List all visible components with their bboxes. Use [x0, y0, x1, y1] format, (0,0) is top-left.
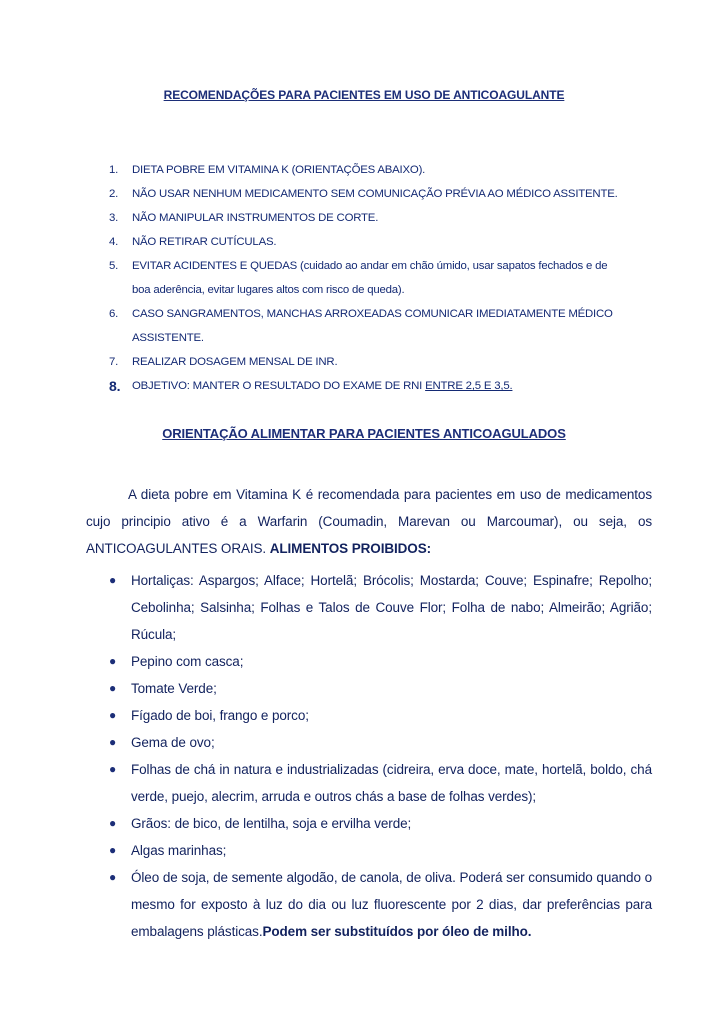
list-text: Algas marinhas; — [131, 843, 227, 858]
list-item — [104, 350, 664, 374]
list-item — [104, 254, 664, 302]
objective-target-range: ENTRE 2,5 E 3,5. — [425, 380, 513, 392]
list-text: NÃO USAR NENHUM MEDICAMENTO SEM COMUNICAÇÃO PRÉVIA AO MÉDICO ASSITENTE. — [132, 188, 618, 200]
list-number: 1. — [109, 164, 119, 176]
list-number: 4. — [109, 236, 119, 248]
list-item — [104, 206, 664, 230]
bullet-icon: ● — [109, 762, 117, 776]
list-text: EVITAR ACIDENTES E QUEDAS (cuidado ao andar em chão úmido, usar sapatos fechados e de — [132, 260, 608, 272]
bullet-icon: ● — [109, 708, 117, 722]
list-item — [92, 567, 652, 648]
bullet-icon: ● — [109, 735, 117, 749]
list-text: Tomate Verde; — [131, 681, 217, 696]
list-number: 6. — [109, 308, 119, 320]
list-text: Hortaliças: Aspargos; Alface; Hortelã; Brócolis; Mostarda; Couve; Espinafre; Repolho; Cebolinha; Salsinha; Folhas e Talos de Couve Flor; Folha de nabo; Almeirão; Agrião; Rúcula; — [131, 573, 652, 642]
list-item — [92, 864, 652, 945]
list-number: 2. — [109, 188, 119, 200]
list-text: Pepino com casca; — [131, 654, 244, 669]
intro-text: A dieta pobre em Vitamina K é recomendada para pacientes em uso de medicamentos cujo principio ativo é a Warfarin (Coumadin, Marevan ou Marcoumar), ou seja, os ANTICOAGULANTES ORAIS. — [86, 487, 652, 556]
list-number: 7. — [109, 356, 119, 368]
list-number: 3. — [109, 212, 119, 224]
list-text-continuation: ASSISTENTE. — [132, 332, 204, 344]
list-item — [92, 810, 652, 837]
list-text: CASO SANGRAMENTOS, MANCHAS ARROXEADAS COMUNICAR IMEDIATAMENTE MÉDICO — [132, 308, 613, 320]
intro-paragraph — [86, 481, 652, 562]
bullet-icon: ● — [109, 654, 117, 668]
list-text: NÃO MANIPULAR INSTRUMENTOS DE CORTE. — [132, 212, 379, 224]
list-item — [92, 729, 652, 756]
list-item — [92, 702, 652, 729]
list-text: REALIZAR DOSAGEM MENSAL DE INR. — [132, 356, 338, 368]
objective-text: OBJETIVO: MANTER O RESULTADO DO EXAME DE RNI — [132, 380, 426, 392]
list-text: Gema de ovo; — [131, 735, 215, 750]
oil-substitute-note: Podem ser substituídos por óleo de milho. — [262, 924, 532, 939]
bullet-icon: ● — [109, 870, 117, 884]
list-number: 8. — [109, 378, 121, 394]
list-text — [131, 864, 652, 945]
list-item — [104, 302, 664, 350]
list-item — [92, 837, 652, 864]
list-number: 5. — [109, 260, 119, 272]
list-text — [132, 374, 512, 398]
intro-bold-label: ALIMENTOS PROIBIDOS: — [269, 541, 431, 556]
list-item — [104, 230, 664, 254]
list-item — [92, 675, 652, 702]
list-item — [104, 158, 664, 182]
bullet-icon: ● — [109, 573, 117, 587]
list-text: NÃO RETIRAR CUTÍCULAS. — [132, 236, 277, 248]
bullet-icon: ● — [109, 681, 117, 695]
oil-note-text: Óleo de soja, de semente algodão, de canola, de oliva. Poderá ser consumido quando o mesmo for exposto à luz do dia ou luz fluorescente por 2 dias, dar preferências para embalagens plásticas. — [131, 870, 652, 939]
list-item — [104, 182, 664, 206]
list-text: DIETA POBRE EM VITAMINA K (ORIENTAÇÕES ABAIXO). — [132, 164, 426, 176]
list-item — [92, 756, 652, 810]
list-item — [92, 648, 652, 675]
document-title: RECOMENDAÇÕES PARA PACIENTES EM USO DE ANTICOAGULANTE — [163, 88, 565, 102]
list-text: Folhas de chá in natura e industrializadas (cidreira, erva doce, mate, hortelã, boldo, chá verde, puejo, alecrim, arruda e outros chás a base de folhas verdes); — [131, 762, 652, 804]
list-text: Grãos: de bico, de lentilha, soja e ervilha verde; — [131, 816, 412, 831]
bullet-icon: ● — [109, 843, 117, 857]
recommendations-list — [104, 158, 664, 398]
list-text-continuation: boa aderência, evitar lugares altos com risco de queda). — [132, 284, 405, 296]
list-text: Fígado de boi, frango e porco; — [131, 708, 309, 723]
section-title: ORIENTAÇÃO ALIMENTAR PARA PACIENTES ANTICOAGULADOS — [162, 426, 566, 441]
forbidden-foods-list — [92, 567, 652, 945]
list-item — [104, 374, 664, 398]
bullet-icon: ● — [109, 816, 117, 830]
